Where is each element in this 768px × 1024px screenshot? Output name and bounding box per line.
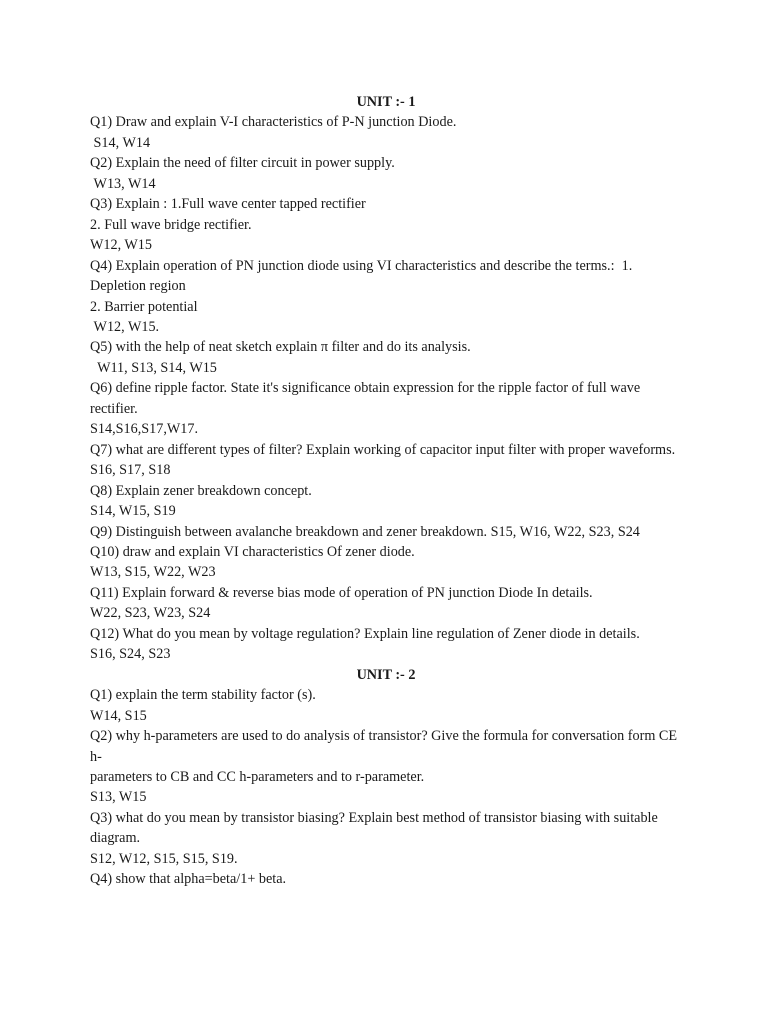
text-line: 2. Full wave bridge rectifier. [90, 216, 252, 233]
text-line: parameters to CB and CC h-parameters and to r-parameter. [90, 768, 425, 785]
text-line: Q6) define ripple factor. State it's significance obtain expression for the ripple factor of full wave rectifier. [90, 380, 644, 417]
text-line: W12, W15. [90, 318, 160, 335]
text-line: W22, S23, W23, S24 [90, 605, 211, 622]
text-line: Q10) draw and explain VI characteristics Of zener diode. [90, 543, 415, 560]
text-line: Q2) Explain the need of filter circuit in power supply. [90, 155, 395, 172]
unit-heading: UNIT :- 2 [356, 666, 416, 683]
text-line: Q2) why h-parameters are used to do analysis of transistor? Give the formula for conversation form CE h- [90, 728, 681, 765]
unit-heading: UNIT :- 1 [356, 94, 416, 110]
text-line: Q4) Explain operation of PN junction diode using VI characteristics and describe the terms.: 1. Depletion region [90, 257, 636, 295]
text-line: W13, W14 [90, 175, 156, 192]
text-line: S14, W14 [90, 134, 151, 151]
text-line: S16, S24, S23 [90, 646, 171, 663]
text-line: Q11) Explain forward & reverse bias mode of operation of PN junction Diode In details. [90, 584, 593, 601]
text-line: Q9) Distinguish between avalanche breakdown and zener breakdown. S15, W16, W22, S23, S24 [90, 523, 640, 540]
text-line: S14,S16,S17,W17. [90, 421, 198, 438]
document-body [90, 92, 682, 890]
text-line: S16, S17, S18 [90, 462, 171, 479]
text-line: Q3) Explain : 1.Full wave center tapped rectifier [90, 196, 366, 213]
text-line: 2. Barrier potential [90, 298, 198, 315]
text-line: W14, S15 [90, 707, 147, 724]
text-line: Q7) what are different types of filter? Explain working of capacitor input filter with proper waveforms. [90, 441, 676, 458]
text-line: Q4) show that alpha=beta/1+ beta. [90, 871, 287, 888]
text-line: W11, S13, S14, W15 [90, 359, 217, 376]
text-line: S14, W15, S19 [90, 503, 176, 520]
text-line: Q1) explain the term stability factor (s). [90, 687, 316, 704]
text-line: S13, W15 [90, 789, 147, 806]
text-line: W12, W15 [90, 237, 152, 254]
text-line: Q8) Explain zener breakdown concept. [90, 482, 312, 499]
text-line: W13, S15, W22, W23 [90, 564, 216, 581]
text-line: Q1) Draw and explain V-I characteristics of P-N junction Diode. [90, 114, 457, 131]
text-line: Q5) with the help of neat sketch explain π filter and do its analysis. [90, 339, 471, 356]
text-line: Q3) what do you mean by transistor biasing? Explain best method of transistor biasing with suitable diagram. [90, 809, 662, 847]
text-line: S12, W12, S15, S15, S19. [90, 850, 238, 867]
text-line: Q12) What do you mean by voltage regulation? Explain line regulation of Zener diode in details. [90, 625, 640, 642]
